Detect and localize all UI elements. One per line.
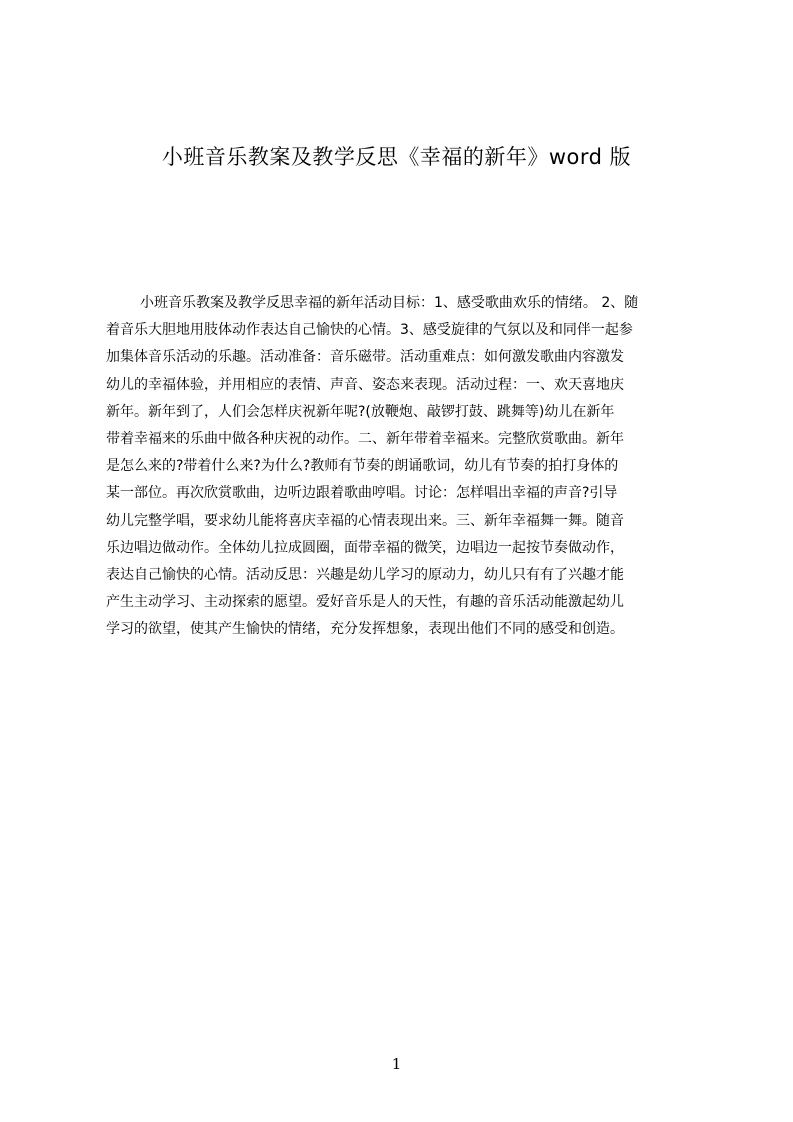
page-number: 1	[391, 1055, 402, 1073]
body-line: 某一部位。再次欣赏歌曲，边听边跟着歌曲哼唱。讨论：怎样唱出幸福的声音?引导	[106, 485, 618, 502]
document-title: 小班音乐教案及教学反思《幸福的新年》word 版	[161, 145, 632, 169]
body-line: 幼儿完整学唱，要求幼儿能将喜庆幸福的心情表现出来。三、新年幸福舞一舞。随音	[106, 512, 624, 529]
body-line: 加集体音乐活动的乐趣。活动准备：音乐磁带。活动重难点：如何激发歌曲内容激发	[106, 349, 624, 366]
body-line: 小班音乐教案及教学反思幸福的新年活动目标：1、感受歌曲欢乐的情绪。 2、随	[140, 295, 639, 311]
body-line: 是怎么来的?带着什么来?为什么?教师有节奏的朗诵歌词，幼儿有节奏的拍打身体的	[106, 458, 619, 475]
body-line: 新年。新年到了，人们会怎样庆祝新年呢?(放鞭炮、敲锣打鼓、跳舞等)幼儿在新年	[106, 403, 615, 420]
body-line: 带着幸福来的乐曲中做各种庆祝的动作。二、新年带着幸福来。完整欣赏歌曲。新年	[106, 430, 624, 447]
body-line: 乐边唱边做动作。全体幼儿拉成圆圈，面带幸福的微笑，边唱边一起按节奏做动作，	[106, 539, 624, 556]
body-line: 表达自己愉快的心情。活动反思：兴趣是幼儿学习的原动力，幼儿只有有了兴趣才能	[106, 566, 624, 583]
document-body	[106, 290, 698, 643]
body-line: 着音乐大胆地用肢体动作表达自己愉快的心情。3、感受旋律的气氛以及和同伴一起参	[106, 322, 633, 339]
body-line: 幼儿的幸福体验，并用相应的表情、声音、姿态来表现。活动过程：一、欢天喜地庆	[106, 376, 624, 393]
body-line: 产生主动学习、主动探索的愿望。爱好音乐是人的天性，有趣的音乐活动能激起幼儿	[106, 594, 624, 611]
body-line: 学习的欲望，使其产生愉快的情绪，充分发挥想象，表现出他们不同的感受和创造。	[106, 621, 624, 638]
